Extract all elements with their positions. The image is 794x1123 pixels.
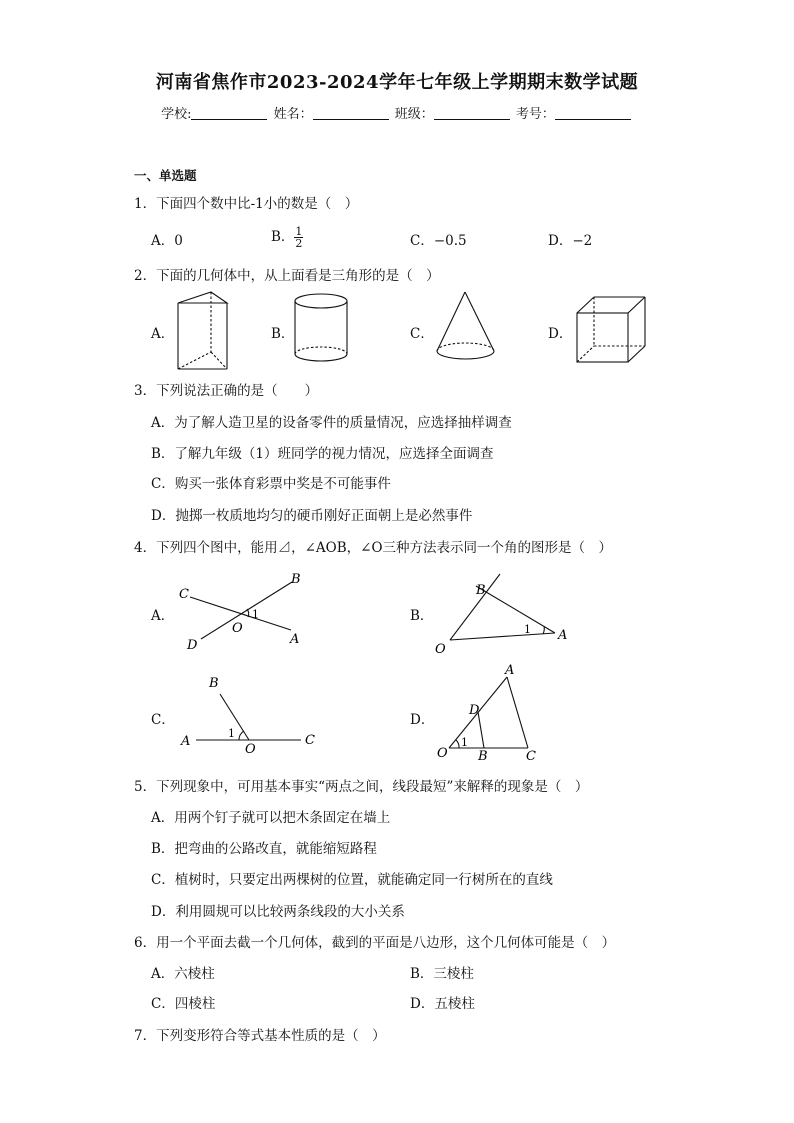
- point-label-b: B: [291, 572, 301, 587]
- point-label-c: C: [526, 749, 536, 764]
- point-label-o: O: [435, 642, 446, 657]
- q3-option-b: B．了解九年级（1）班同学的视力情况，应选择全面调查: [151, 446, 494, 462]
- name-label: 姓名：: [273, 107, 313, 122]
- exam-title: 河南省焦作市2023-2024学年七年级上学期期末数学试题: [155, 72, 639, 93]
- point-label-o: O: [437, 746, 448, 761]
- point-label-a: A: [290, 632, 300, 647]
- q4-option-b: B．: [410, 608, 434, 624]
- question-4-stem: 4．下列四个图中，能用⊿，∠AOB，∠O三种方法表示同一个角的图形是（ ）: [134, 540, 613, 556]
- angle-label-1: 1: [524, 623, 531, 636]
- angle-figure-b: [432, 568, 582, 658]
- q5-option-b: B．把弯曲的公路改直，就能缩短路程: [151, 841, 377, 857]
- angle-figure-d: [432, 660, 582, 764]
- question-3-stem: 3．下列说法正确的是（ ）: [134, 383, 319, 399]
- point-label-d: D: [187, 638, 198, 653]
- q1-option-b-label: B．: [271, 229, 295, 245]
- point-label-o: O: [245, 742, 256, 757]
- q4-option-a: A．: [151, 608, 175, 624]
- q6-option-a: A．六棱柱: [151, 966, 215, 982]
- point-label-d: D: [469, 703, 480, 718]
- question-5-stem: 5．下列现象中，可用基本事实“两点之间，线段最短”来解释的现象是（ ）: [134, 779, 589, 795]
- question-2-stem: 2．下面的几何体中，从上面看是三角形的是（ ）: [134, 268, 440, 284]
- q1-option-c: C．−0.5: [410, 233, 467, 249]
- triangular-prism-figure: [172, 292, 232, 372]
- name-blank: [313, 106, 389, 120]
- q3-option-c: C．购买一张体育彩票中奖是不可能事件: [151, 476, 391, 492]
- class-label: 班级：: [394, 107, 434, 122]
- point-label-a: A: [558, 628, 568, 643]
- q2-option-d: D．: [548, 326, 573, 342]
- exam-no-label: 考号：: [515, 107, 555, 122]
- point-label-o: O: [232, 621, 243, 636]
- q1-option-d: D．−2: [548, 233, 593, 249]
- q3-option-a: A．为了解人造卫星的设备零件的质量情况，应选择抽样调查: [151, 415, 512, 431]
- q2-option-a: A．: [151, 326, 175, 342]
- school-label: 学校:: [161, 107, 192, 122]
- question-7-stem: 7．下列变形符合等式基本性质的是（ ）: [134, 1028, 386, 1044]
- fraction-denominator: 2: [295, 237, 303, 250]
- point-label-a: A: [505, 663, 515, 678]
- q5-option-c: C．植树时，只要定出两棵树的位置，就能确定同一行树所在的直线: [151, 872, 553, 888]
- exam-no-blank: [555, 106, 631, 120]
- angle-label-1: 1: [461, 736, 468, 749]
- question-1-stem: 1．下面四个数中比-1小的数是（ ）: [134, 196, 359, 212]
- q2-option-c: C．: [410, 326, 434, 342]
- q4-option-c: C．: [151, 712, 175, 728]
- point-label-c: C: [305, 733, 315, 748]
- angle-label-1: 1: [228, 727, 235, 740]
- q5-option-a: A．用两个钉子就可以把木条固定在墙上: [151, 810, 391, 826]
- section-title: 一、单选题: [134, 168, 197, 183]
- point-label-b: B: [476, 583, 486, 598]
- q3-option-d: D．抛掷一枚质地均匀的硬币刚好正面朝上是必然事件: [151, 508, 473, 524]
- q4-option-d: D．: [410, 712, 435, 728]
- question-6-stem: 6．用一个平面去截一个几何体，截到的平面是八边形，这个几何体可能是（ ）: [134, 935, 616, 951]
- q6-option-c: C．四棱柱: [151, 996, 216, 1012]
- cube-figure: [574, 296, 646, 366]
- q1-option-b: [271, 225, 303, 249]
- point-label-b: B: [209, 676, 219, 691]
- point-label-a: A: [181, 734, 191, 749]
- q6-option-b: B．三棱柱: [410, 966, 474, 982]
- point-label-c: C: [179, 587, 189, 602]
- fraction-numerator: 1: [295, 225, 303, 238]
- school-blank: [191, 106, 267, 120]
- fraction: [294, 226, 303, 249]
- class-blank: [434, 106, 510, 120]
- cone-figure: [434, 290, 499, 365]
- q2-option-b: B．: [271, 326, 295, 342]
- cylinder-figure: [292, 292, 352, 367]
- q6-option-d: D．五棱柱: [410, 996, 475, 1012]
- angle-label-1: 1: [252, 608, 259, 621]
- q5-option-d: D．利用圆规可以比较两条线段的大小关系: [151, 904, 405, 920]
- student-info-line: [0, 103, 794, 122]
- q1-option-a: A．0: [151, 233, 183, 249]
- point-label-b: B: [478, 749, 488, 764]
- angle-figure-a: [176, 568, 316, 658]
- angle-figure-c: [176, 672, 326, 756]
